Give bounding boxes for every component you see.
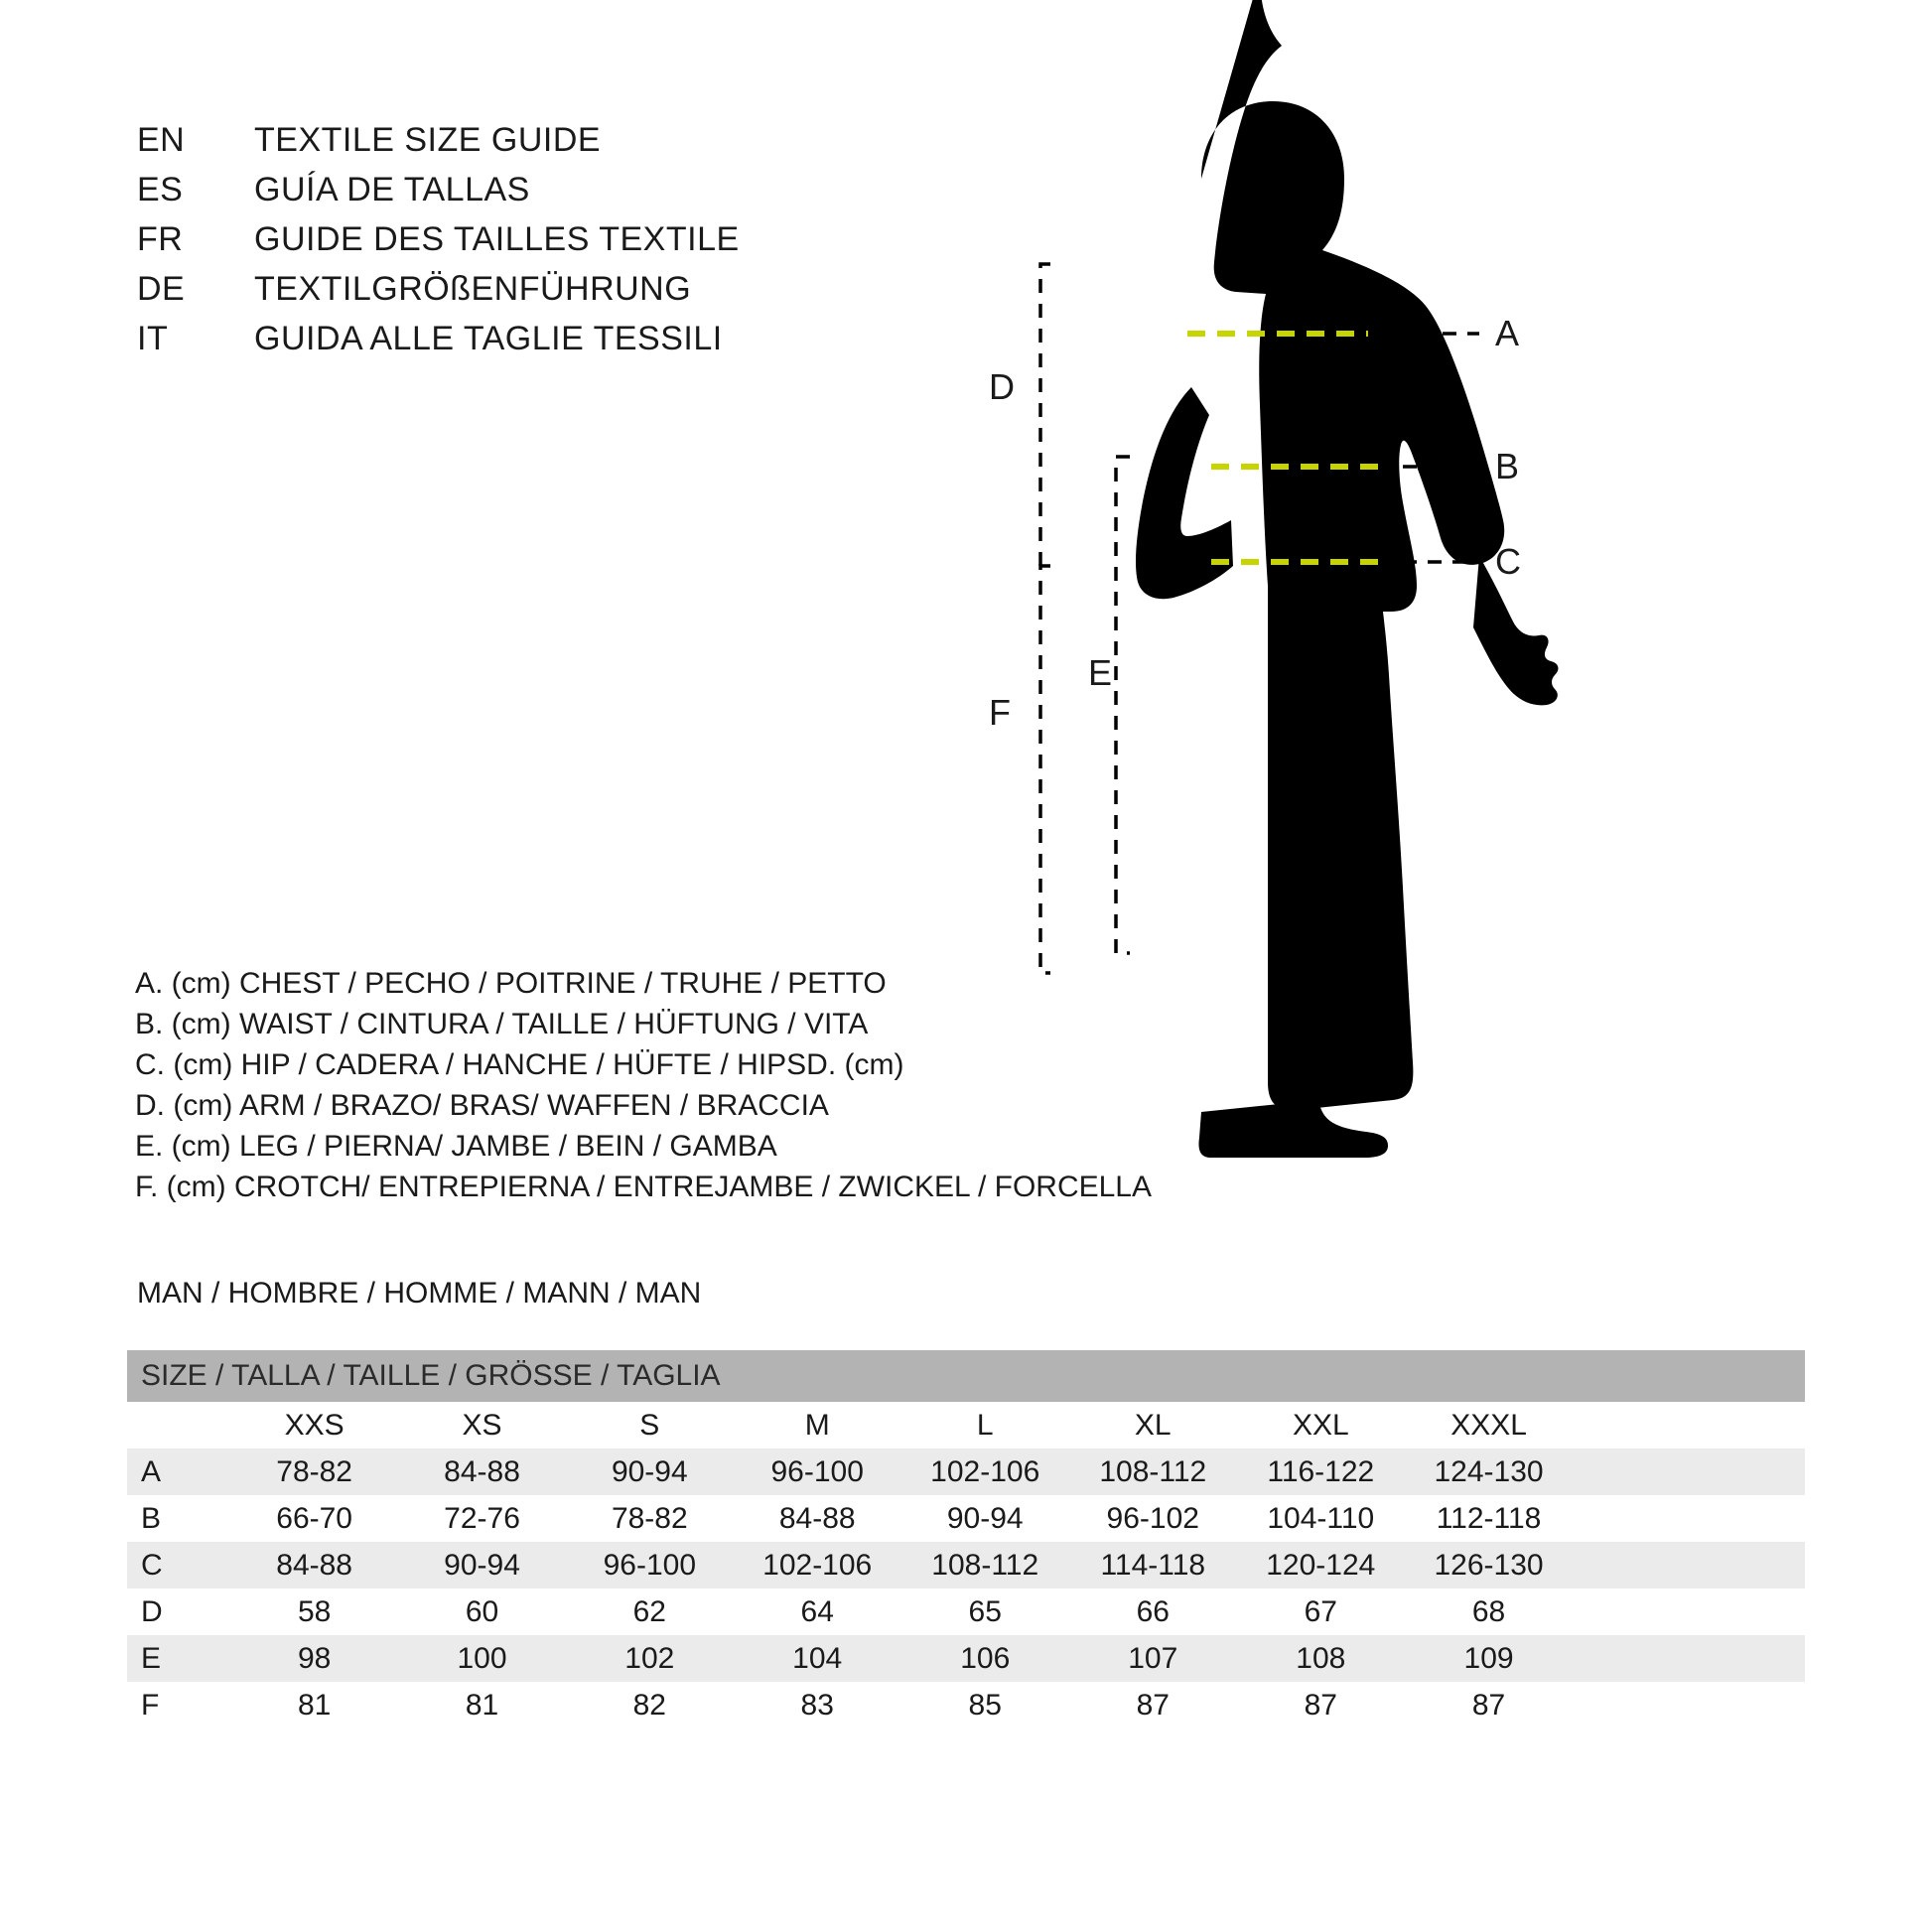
callout-label-a: A xyxy=(1495,313,1520,353)
language-code: EN xyxy=(137,121,186,159)
table-cell: 84-88 xyxy=(398,1449,566,1495)
legend-item: C. (cm) HIP / CADERA / HANCHE / HÜFTE / HIPSD. (cm) xyxy=(135,1048,904,1081)
table-cell: 78-82 xyxy=(230,1449,398,1495)
silhouette-body xyxy=(1201,0,1504,1110)
table-cell: 109 xyxy=(1405,1635,1573,1682)
size-header: L xyxy=(901,1402,1069,1449)
language-title: TEXTILE SIZE GUIDE xyxy=(254,121,602,159)
table-row xyxy=(127,1449,1805,1495)
gender-label: MAN / HOMBRE / HOMME / MANN / MAN xyxy=(137,1277,702,1310)
table-cell: 108 xyxy=(1237,1635,1405,1682)
language-code: DE xyxy=(137,270,186,308)
row-label: D xyxy=(127,1588,230,1635)
table-cell: 83 xyxy=(734,1682,901,1728)
language-title-block xyxy=(137,121,931,369)
table-cell: 82 xyxy=(566,1682,734,1728)
table-cell: 104-110 xyxy=(1237,1495,1405,1542)
table-cell: 108-112 xyxy=(1069,1449,1237,1495)
table-cell: 100 xyxy=(398,1635,566,1682)
language-row xyxy=(137,171,931,220)
table-cell: 107 xyxy=(1069,1635,1237,1682)
table-cell: 81 xyxy=(230,1682,398,1728)
table-spacer xyxy=(1573,1402,1805,1449)
size-header: XL xyxy=(1069,1402,1237,1449)
size-header: XS xyxy=(398,1402,566,1449)
table-cell: 116-122 xyxy=(1237,1449,1405,1495)
table-cell: 68 xyxy=(1405,1588,1573,1635)
callout-label-b: B xyxy=(1495,446,1520,486)
language-title: GUIDE DES TAILLES TEXTILE xyxy=(254,220,740,258)
table-spacer xyxy=(1573,1588,1805,1635)
measurement-legend xyxy=(135,963,1187,1207)
table-cell: 90-94 xyxy=(901,1495,1069,1542)
table-cell: 126-130 xyxy=(1405,1542,1573,1588)
table-cell: 102 xyxy=(566,1635,734,1682)
table-cell: 78-82 xyxy=(566,1495,734,1542)
callout-label-d: D xyxy=(989,366,1015,407)
table-cell: 87 xyxy=(1069,1682,1237,1728)
table-cell: 87 xyxy=(1237,1682,1405,1728)
table-cell: 124-130 xyxy=(1405,1449,1573,1495)
language-row xyxy=(137,220,931,270)
table-cell: 96-100 xyxy=(734,1449,901,1495)
legend-item: D. (cm) ARM / BRAZO/ BRAS/ WAFFEN / BRACCIA xyxy=(135,1089,829,1122)
language-code: FR xyxy=(137,220,184,258)
legend-item: B. (cm) WAIST / CINTURA / TAILLE / HÜFTUNG / VITA xyxy=(135,1008,869,1040)
table-cell: 106 xyxy=(901,1635,1069,1682)
table-cell: 64 xyxy=(734,1588,901,1635)
size-band-label: SIZE / TALLA / TAILLE / GRÖSSE / TAGLIA xyxy=(127,1350,1805,1402)
size-header: S xyxy=(566,1402,734,1449)
language-title: TEXTILGRÖßENFÜHRUNG xyxy=(254,270,692,308)
table-cell: 112-118 xyxy=(1405,1495,1573,1542)
callout-label-f: F xyxy=(989,692,1011,733)
table-cell: 87 xyxy=(1405,1682,1573,1728)
legend-item: F. (cm) CROTCH/ ENTREPIERNA / ENTREJAMBE / ZWICKEL / FORCELLA xyxy=(135,1171,1152,1203)
table-cell: 72-76 xyxy=(398,1495,566,1542)
table-cell: 62 xyxy=(566,1588,734,1635)
table-row xyxy=(127,1588,1805,1635)
table-spacer xyxy=(1573,1682,1805,1728)
language-code: ES xyxy=(137,171,184,208)
size-header: XXS xyxy=(230,1402,398,1449)
table-row xyxy=(127,1542,1805,1588)
row-label: C xyxy=(127,1542,230,1588)
table-row-sizes xyxy=(127,1402,1805,1449)
language-row xyxy=(137,121,931,171)
size-table xyxy=(127,1350,1805,1728)
table-row xyxy=(127,1635,1805,1682)
table-cell: 102-106 xyxy=(901,1449,1069,1495)
table-cell: 66-70 xyxy=(230,1495,398,1542)
table-cell: 96-102 xyxy=(1069,1495,1237,1542)
language-row xyxy=(137,320,931,369)
language-title: GUIDA ALLE TAGLIE TESSILI xyxy=(254,320,723,357)
table-spacer xyxy=(1573,1635,1805,1682)
language-code: IT xyxy=(137,320,169,357)
table-spacer xyxy=(1573,1449,1805,1495)
table-cell: 114-118 xyxy=(1069,1542,1237,1588)
table-cell: 84-88 xyxy=(230,1542,398,1588)
table-row xyxy=(127,1495,1805,1542)
row-label: A xyxy=(127,1449,230,1495)
table-cell: 98 xyxy=(230,1635,398,1682)
row-label-empty xyxy=(127,1402,230,1449)
bracket-d xyxy=(1040,264,1050,566)
table-header-band xyxy=(127,1350,1805,1402)
bracket-e xyxy=(1116,457,1130,953)
table-cell: 85 xyxy=(901,1682,1069,1728)
table-cell: 96-100 xyxy=(566,1542,734,1588)
table-cell: 90-94 xyxy=(398,1542,566,1588)
table-cell: 66 xyxy=(1069,1588,1237,1635)
silhouette-left-arm xyxy=(1136,387,1233,599)
table-cell: 120-124 xyxy=(1237,1542,1405,1588)
table-cell: 67 xyxy=(1237,1588,1405,1635)
table-cell: 84-88 xyxy=(734,1495,901,1542)
row-label: B xyxy=(127,1495,230,1542)
language-row xyxy=(137,270,931,320)
table-cell: 104 xyxy=(734,1635,901,1682)
callout-label-e: E xyxy=(1088,652,1113,693)
table-cell: 81 xyxy=(398,1682,566,1728)
silhouette-foot xyxy=(1199,1100,1389,1158)
table-cell: 102-106 xyxy=(734,1542,901,1588)
row-label: F xyxy=(127,1682,230,1728)
size-header: M xyxy=(734,1402,901,1449)
table-spacer xyxy=(1573,1542,1805,1588)
bracket-f xyxy=(1040,566,1050,973)
table-cell: 60 xyxy=(398,1588,566,1635)
table-cell: 90-94 xyxy=(566,1449,734,1495)
size-header: XXL xyxy=(1237,1402,1405,1449)
legend-item: E. (cm) LEG / PIERNA/ JAMBE / BEIN / GAMBA xyxy=(135,1130,777,1163)
table-cell: 65 xyxy=(901,1588,1069,1635)
table-spacer xyxy=(1573,1495,1805,1542)
language-title: GUÍA DE TALLAS xyxy=(254,171,530,208)
table-cell: 108-112 xyxy=(901,1542,1069,1588)
callout-label-c: C xyxy=(1495,541,1521,582)
legend-item: A. (cm) CHEST / PECHO / POITRINE / TRUHE / PETTO xyxy=(135,967,887,1000)
table-row xyxy=(127,1682,1805,1728)
size-header: XXXL xyxy=(1405,1402,1573,1449)
table-cell: 58 xyxy=(230,1588,398,1635)
row-label: E xyxy=(127,1635,230,1682)
